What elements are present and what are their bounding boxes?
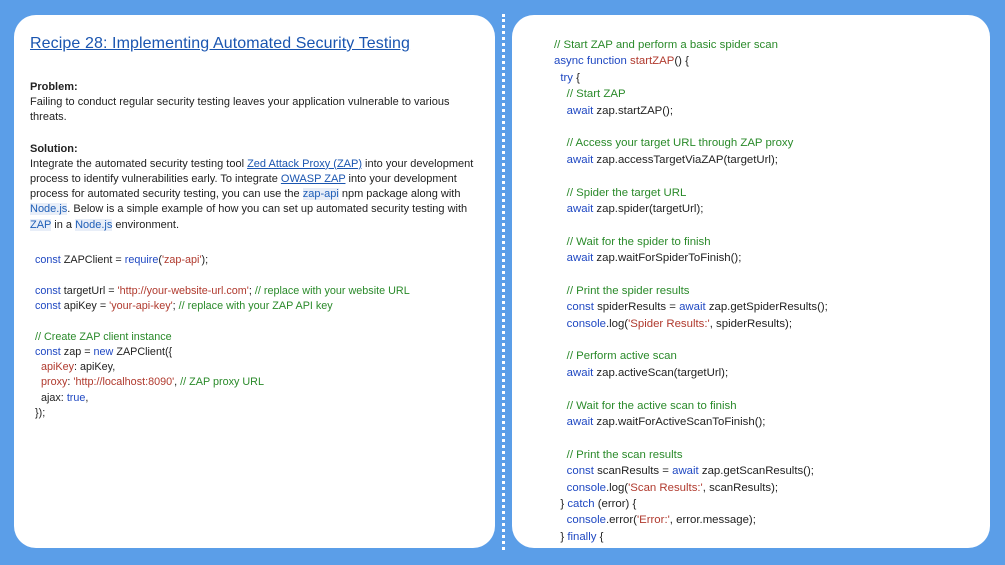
code-token: , — [174, 376, 181, 389]
code-token: { — [596, 530, 604, 543]
code-line — [554, 447, 990, 463]
code-token — [554, 154, 567, 166]
code-token: // Perform active scan — [566, 350, 677, 363]
code-line — [35, 345, 479, 360]
solution-text — [30, 157, 479, 233]
code-token: } — [554, 497, 568, 510]
solution-text-part: into your development process to identify vulnerabilities early. To integrate — [30, 157, 474, 185]
solution-text-part: npm package along with — [338, 188, 461, 201]
code-line — [554, 103, 990, 119]
code-token: true — [66, 391, 86, 404]
code-token: .log( — [605, 317, 629, 330]
code-line — [554, 529, 990, 545]
code-token: , error.message); — [669, 514, 756, 527]
code-token: : apiKey, — [74, 361, 116, 374]
code-token — [554, 203, 567, 215]
code-line — [554, 37, 990, 53]
code-token: async function — [554, 55, 627, 68]
code-token: zap = — [60, 345, 94, 358]
code-line — [554, 185, 990, 201]
code-line — [554, 398, 990, 414]
problem-text: Failing to conduct regular security testing leaves your application vulnerable to various threats. — [30, 96, 450, 124]
code-token: 'Spider Results:' — [628, 317, 710, 330]
solution-text-part: . Below is a simple example of how you can set up automated security testing with — [67, 203, 468, 216]
code-line — [35, 314, 479, 329]
code-token: (error) { — [594, 497, 637, 510]
code-line — [554, 234, 990, 250]
code-token: zap.activeScan(targetUrl); — [593, 366, 729, 379]
code-token: // Start ZAP and perform a basic spider scan — [554, 39, 778, 51]
code-token: await — [566, 104, 594, 117]
code-token: // replace with your ZAP API key — [178, 299, 333, 312]
page-title: Recipe 28: Implementing Automated Security Testing — [30, 35, 411, 52]
code-line — [554, 266, 990, 282]
code-token: zap.spider(targetUrl); — [593, 202, 704, 215]
code-token: apiKey = — [60, 299, 110, 312]
code-token: // Create ZAP client instance — [35, 330, 172, 343]
code-token: zap.accessTargetViaZAP(targetUrl); — [593, 153, 778, 166]
code-token: await — [672, 465, 699, 478]
code-token: zap.waitForSpiderToFinish(); — [593, 252, 742, 265]
code-line — [35, 391, 479, 406]
code-line — [35, 406, 479, 421]
code-token: await — [566, 415, 594, 428]
code-token: zap.getScanResults(); — [698, 465, 814, 478]
code-token: await — [679, 301, 706, 314]
code-token: } — [554, 530, 568, 543]
code-line — [554, 152, 990, 168]
code-token: catch — [567, 497, 595, 510]
code-token: zap.getSpiderResults(); — [705, 301, 828, 314]
code-token: await — [566, 252, 594, 265]
code-token: ; — [172, 299, 179, 312]
code-token — [554, 301, 567, 313]
code-line — [554, 299, 990, 315]
code-token: targetUrl = — [60, 284, 118, 297]
code-token: 'your-api-key' — [109, 299, 173, 312]
code-token: await — [566, 366, 594, 379]
zap-link[interactable]: Zed Attack Proxy (ZAP) — [247, 157, 362, 170]
code-token: .error( — [605, 514, 637, 527]
code-token — [554, 137, 567, 149]
code-line — [554, 283, 990, 299]
code-line — [35, 268, 479, 283]
slide-divider — [502, 14, 505, 550]
inline-code-nodejs-2: Node.js — [75, 218, 113, 231]
code-token — [554, 318, 567, 330]
code-token: await — [566, 153, 594, 166]
code-line — [554, 348, 990, 364]
code-line — [554, 250, 990, 266]
code-token: 'http://localhost:8090' — [73, 376, 175, 389]
setup-code-block — [30, 253, 479, 421]
code-token: apiKey — [41, 361, 75, 374]
code-token: , spiderResults); — [709, 317, 792, 330]
code-token: // replace with your website URL — [254, 284, 410, 297]
code-token: () { — [674, 55, 689, 68]
code-line — [554, 316, 990, 332]
code-token: .log( — [605, 481, 629, 494]
code-token — [554, 187, 567, 199]
code-token: console — [566, 317, 606, 330]
code-token: // ZAP proxy URL — [180, 376, 264, 389]
code-token: // Wait for the spider to finish — [566, 235, 711, 248]
code-line — [35, 299, 479, 314]
code-token: const — [35, 345, 61, 358]
code-token: const — [566, 301, 594, 314]
code-token: // Print the spider results — [566, 284, 690, 297]
code-token: ZAPClient({ — [113, 345, 173, 358]
code-token: console — [566, 514, 606, 527]
code-line — [554, 201, 990, 217]
solution-text-part: into your development process for automated security testing, you can use the — [30, 172, 457, 201]
code-line — [554, 463, 990, 479]
code-token: zap.startZAP(); — [593, 104, 674, 117]
code-line — [35, 360, 479, 375]
code-token — [554, 252, 567, 264]
code-line — [35, 330, 479, 345]
code-line — [554, 496, 990, 512]
code-line — [554, 53, 990, 69]
code-token: : — [67, 376, 74, 389]
code-line — [35, 375, 479, 390]
code-token: zap.waitForActiveScanToFinish(); — [593, 415, 766, 428]
solution-text-part: Integrate the automated security testing tool — [30, 157, 248, 170]
code-line — [554, 430, 990, 446]
code-line — [554, 332, 990, 348]
code-token: proxy — [41, 376, 68, 389]
code-token: spiderResults = — [593, 301, 680, 314]
code-token — [554, 367, 567, 379]
code-token — [554, 105, 567, 117]
code-token: const — [35, 299, 61, 312]
code-token: new — [93, 345, 114, 358]
code-line — [554, 168, 990, 184]
code-token: 'http://your-website-url.com' — [117, 284, 249, 297]
inline-code-zap-api: zap-api — [302, 188, 339, 201]
code-token — [554, 400, 567, 412]
code-token: ); — [201, 254, 209, 267]
code-token: require — [124, 254, 159, 267]
code-line — [554, 365, 990, 381]
code-token — [554, 285, 567, 297]
code-token: // Access your target URL through ZAP proxy — [566, 137, 794, 150]
code-token: const — [566, 465, 594, 478]
code-token: await — [566, 202, 594, 215]
left-panel — [14, 15, 495, 548]
code-token — [554, 449, 567, 461]
code-line — [35, 284, 479, 299]
code-line — [554, 217, 990, 233]
code-token — [554, 482, 567, 494]
scan-code-block — [554, 37, 990, 545]
code-token: finally — [567, 530, 597, 543]
code-token — [554, 416, 567, 428]
code-token: // Wait for the active scan to finish — [566, 399, 737, 412]
code-token: const — [35, 254, 61, 267]
code-token: ZAPClient = — [60, 254, 125, 267]
code-token — [554, 236, 567, 248]
code-token: scanResults = — [593, 465, 673, 478]
code-line — [554, 381, 990, 397]
code-token: try — [560, 71, 573, 84]
code-line — [35, 253, 479, 268]
code-token — [554, 88, 567, 100]
code-line — [554, 86, 990, 102]
solution-heading: Solution: — [30, 142, 78, 155]
code-line — [554, 135, 990, 151]
code-token: // Print the scan results — [566, 448, 683, 461]
code-token: // Spider the target URL — [566, 186, 687, 199]
code-token: // Start ZAP — [566, 88, 626, 101]
owasp-zap-link[interactable]: OWASP ZAP — [280, 172, 346, 185]
code-line — [554, 70, 990, 86]
code-token: console — [566, 481, 606, 494]
code-token: { — [573, 71, 580, 84]
code-token: ajax: — [35, 391, 67, 404]
right-panel — [512, 15, 990, 548]
code-token: const — [35, 284, 61, 297]
code-token: 'zap-api' — [161, 254, 202, 267]
code-token: ; — [248, 284, 255, 297]
code-token — [554, 350, 567, 362]
code-token — [554, 514, 567, 526]
code-token: 'Error:' — [636, 514, 670, 527]
solution-text-part: environment. — [112, 218, 180, 231]
code-token: 'Scan Results:' — [628, 481, 703, 494]
code-token: startZAP — [630, 55, 675, 68]
code-line — [554, 512, 990, 528]
code-token — [554, 465, 567, 477]
solution-text-part: in a — [51, 218, 76, 231]
code-line — [554, 119, 990, 135]
code-line — [554, 414, 990, 430]
inline-code-zap: ZAP — [30, 218, 52, 231]
code-token: ( — [158, 254, 162, 267]
problem-heading: Problem: — [30, 81, 78, 93]
inline-code-nodejs: Node.js — [30, 203, 68, 216]
code-token: , — [85, 391, 89, 404]
code-line — [554, 480, 990, 496]
code-token: }); — [35, 407, 46, 420]
code-token: , scanResults); — [702, 481, 779, 494]
